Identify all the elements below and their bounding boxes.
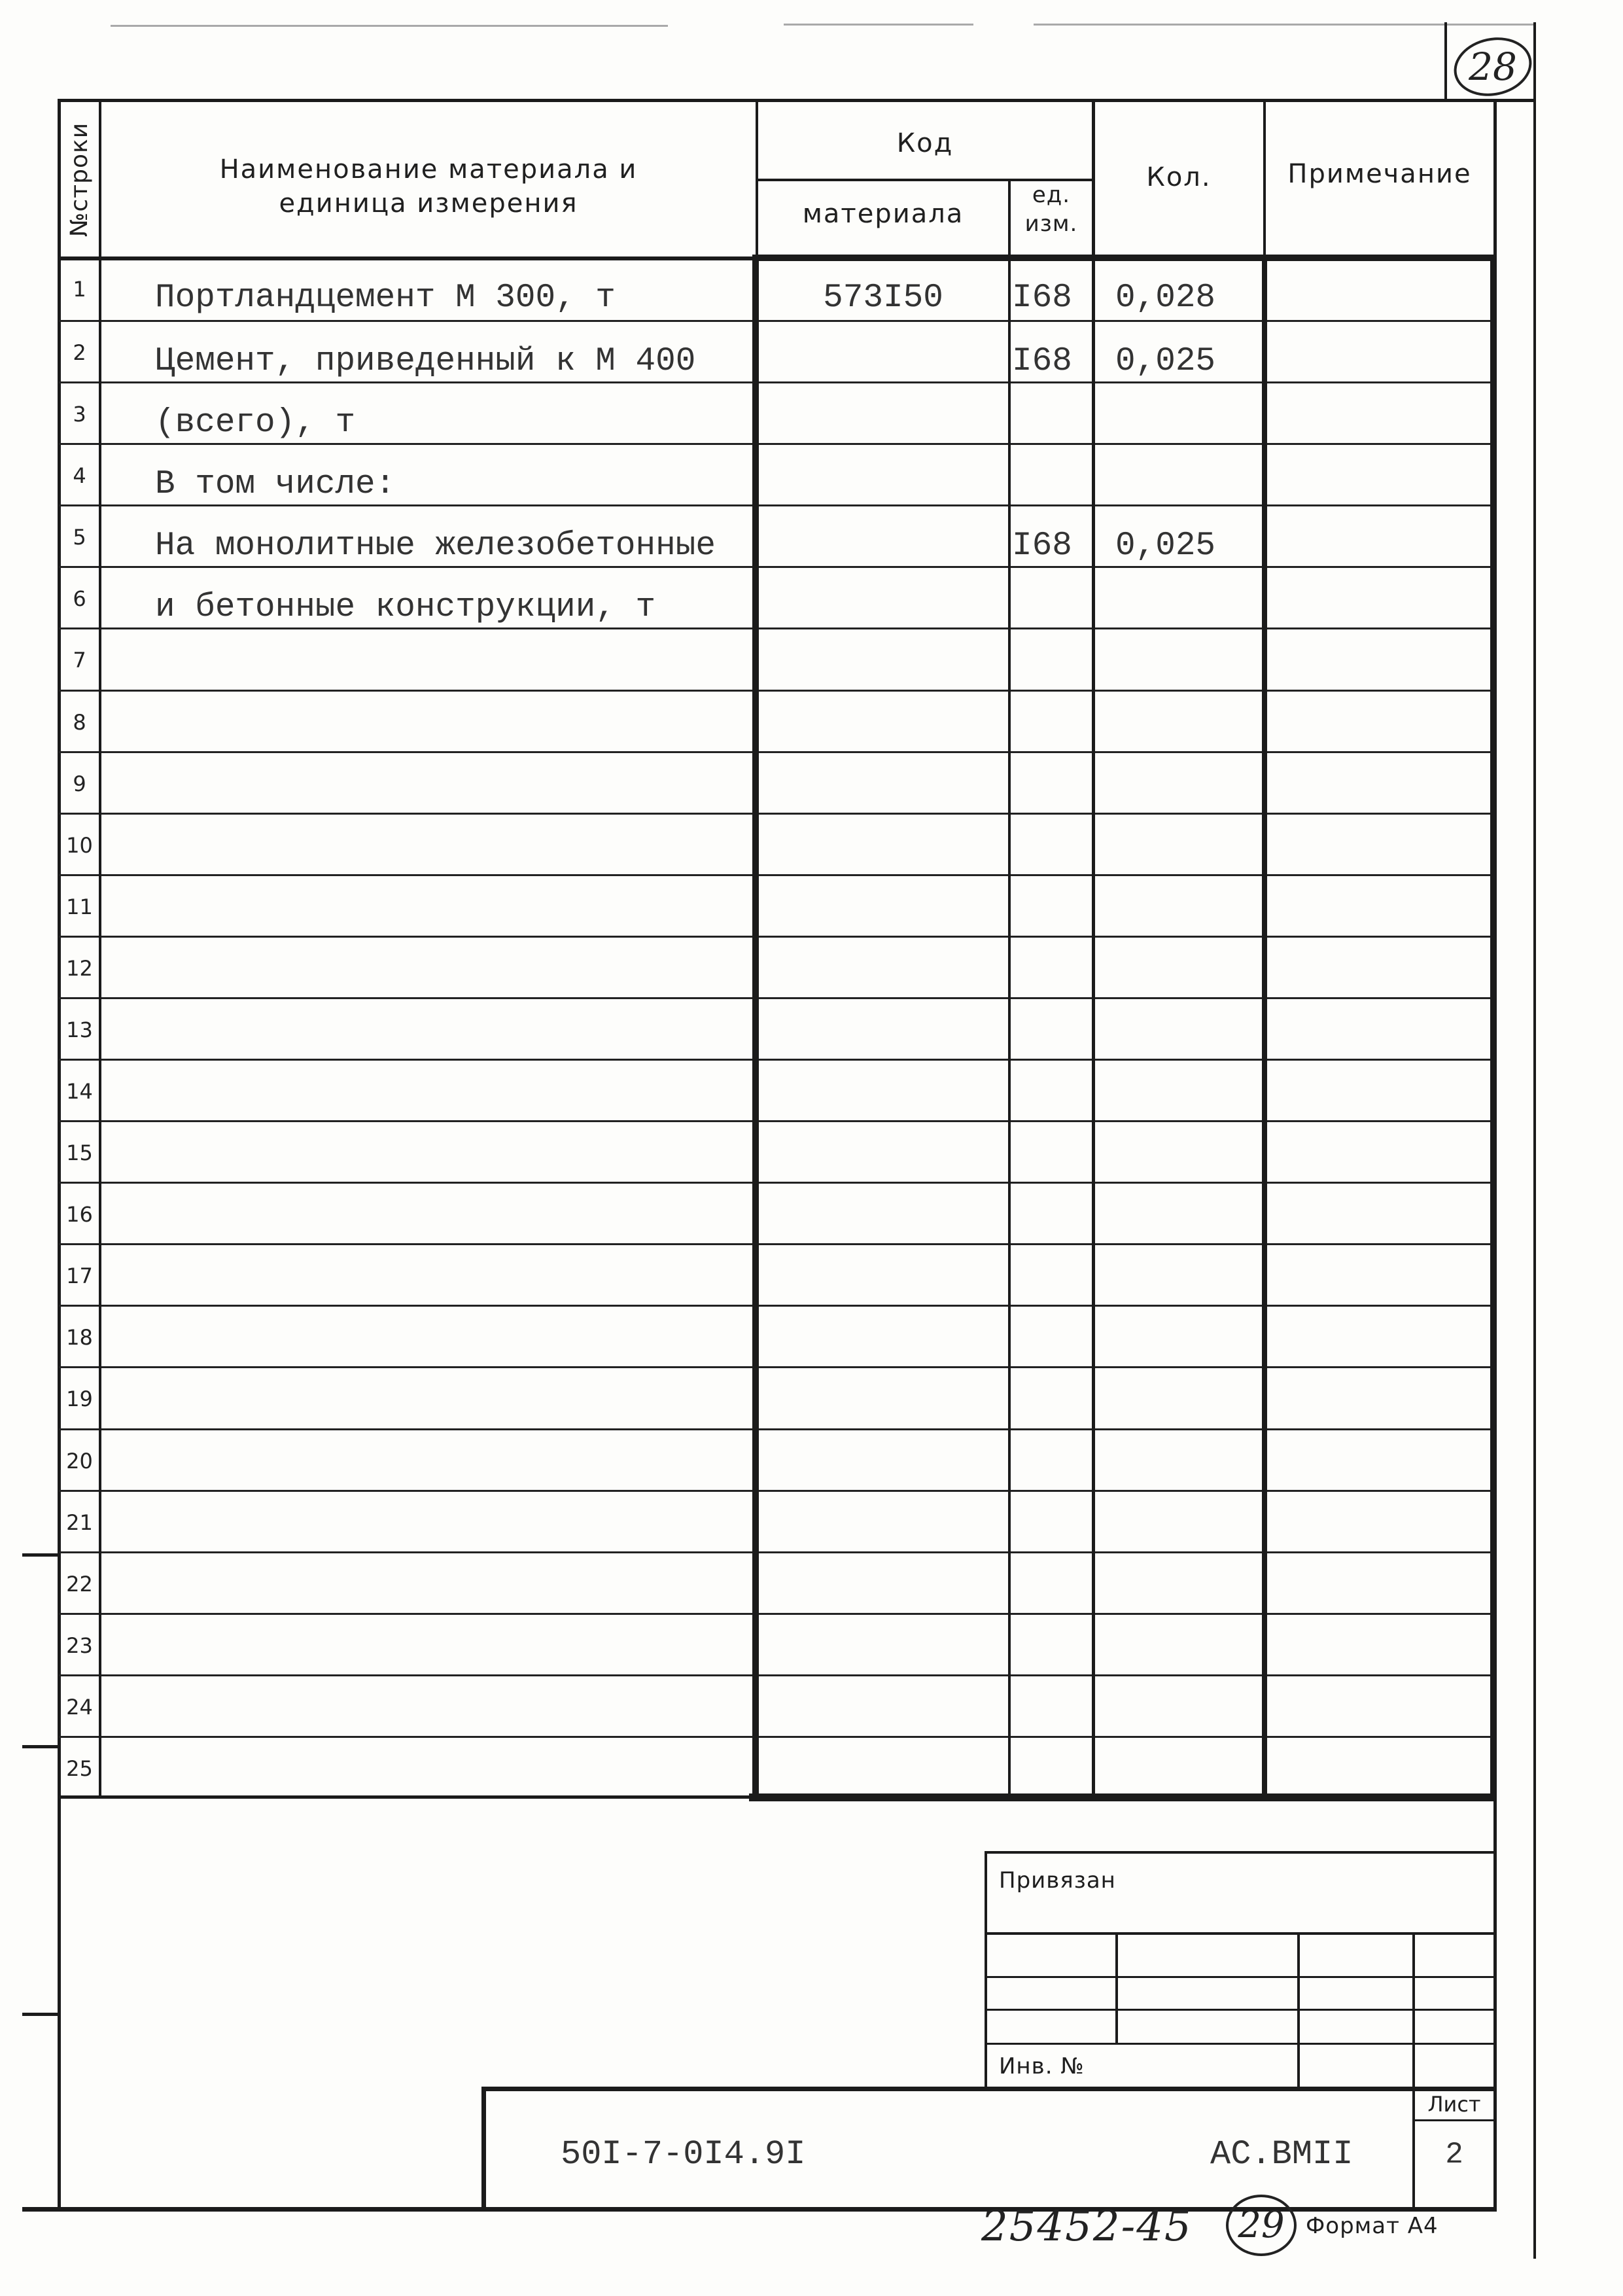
table-row: [59, 443, 1495, 504]
row-number-cell: 19: [66, 1386, 93, 1412]
quantity-header: Кол.: [1146, 162, 1212, 192]
table-row: [59, 936, 1495, 997]
circled-number: 29: [1238, 2204, 1285, 2246]
right-border-thick: [1490, 256, 1497, 1801]
table-row: [59, 1736, 1495, 1797]
material-name-cell: В том числе:: [155, 466, 396, 504]
header-bottom-line-thick: [752, 255, 1497, 261]
material-name-cell: и бетонные конструкции, т: [155, 589, 656, 627]
table-row: [59, 813, 1495, 874]
unit-code-cell: I68: [1012, 527, 1072, 565]
stamp-row-line: [986, 2043, 1495, 2045]
row-number-header-label: №строки: [66, 122, 94, 237]
table-row: [59, 381, 1495, 443]
quantity-cell: 0,025: [1115, 527, 1216, 565]
row-number-cell: 11: [66, 894, 93, 919]
table-row: [59, 1182, 1495, 1243]
binding-tick: [22, 2013, 59, 2016]
sheet-number: 2: [1445, 2138, 1463, 2172]
column-line-quantity: [1092, 100, 1095, 1799]
row-number-cell: 22: [66, 1571, 93, 1597]
stamp-row-line: [986, 2009, 1495, 2011]
inventory-number-label: Инв. №: [999, 2053, 1085, 2079]
row-number-cell: 15: [66, 1140, 93, 1166]
row-number-cell: 12: [66, 955, 93, 981]
material-code-header: материала: [802, 199, 964, 229]
row-number-cell: 8: [73, 709, 86, 735]
table-row: [59, 690, 1495, 751]
material-name-cell: [155, 1747, 809, 1809]
table-bottom-line: [59, 1795, 756, 1799]
table-row: [59, 1490, 1495, 1551]
unit-code-cell: I68: [1012, 343, 1072, 381]
row-number-cell: 6: [73, 586, 86, 612]
table-row: [59, 1059, 1495, 1120]
row-number-cell: 7: [73, 648, 86, 673]
quantity-cell: 0,028: [1115, 279, 1216, 317]
sheet-cell-divider: [1414, 2119, 1495, 2121]
table-row: [59, 1613, 1495, 1674]
material-name-header-line2: единица измерения: [279, 188, 578, 219]
sheet-label: Лист: [1427, 2092, 1481, 2117]
code-header-divider: [757, 179, 1093, 181]
table-row: [59, 874, 1495, 936]
row-number-cell: 13: [66, 1017, 93, 1042]
note-header: Примечание: [1287, 159, 1472, 189]
stamp-tied-top: [985, 1851, 1495, 1854]
row-number-cell: 14: [66, 1079, 93, 1104]
unit-code-cell: I68: [1012, 279, 1072, 317]
table-row: [59, 1366, 1495, 1428]
row-number-cell: 17: [66, 1263, 93, 1289]
row-number-cell: 2: [73, 340, 86, 366]
material-name-cell: На монолитные железобетонные: [155, 527, 716, 565]
quantity-cell: 0,025: [1115, 343, 1216, 381]
stamp-row-line: [986, 1976, 1495, 1978]
row-number-cell: 20: [66, 1448, 93, 1474]
row-number-cell: 4: [73, 463, 86, 489]
outer-right-border: [1533, 22, 1536, 2259]
material-name-header-line1: Наименование материала и: [219, 154, 638, 185]
table-bottom-line-thick: [749, 1793, 1497, 1801]
tied-label: Привязан: [999, 1867, 1116, 1894]
format-label: Формат А4: [1306, 2213, 1439, 2239]
document-code: 50I-7-0I4.9I: [561, 2135, 806, 2174]
stamp-column-line: [1115, 1934, 1118, 2044]
handwritten-number: 25452-45: [981, 2202, 1193, 2251]
row-number-cell: 18: [66, 1325, 93, 1351]
page-number: 28: [1469, 44, 1517, 89]
top-rule-left: [111, 25, 668, 27]
top-rule-middle: [784, 24, 973, 26]
column-line-note: [1263, 100, 1266, 260]
material-code-cell: 573I50: [823, 279, 943, 317]
table-row: [59, 320, 1495, 381]
frame-top-border: [58, 99, 1536, 102]
title-block-top: [481, 2087, 1495, 2091]
row-number-cell: 5: [73, 525, 86, 550]
material-name-cell: (всего), т: [155, 404, 356, 442]
page-number-box-left: [1444, 22, 1447, 101]
row-number-cell: 25: [66, 1756, 93, 1781]
table-row: [59, 566, 1495, 627]
material-name-header: [100, 152, 757, 221]
code-header: Код: [896, 128, 954, 158]
row-number-cell: 23: [66, 1633, 93, 1658]
table-row: [59, 997, 1495, 1059]
table-row: [59, 1120, 1495, 1182]
table-row: [59, 1243, 1495, 1305]
unit-header-line2: изм.: [1024, 211, 1078, 237]
table-row: [59, 1674, 1495, 1736]
column-line-name-thick: [752, 256, 759, 1801]
stamp-column-line: [1297, 1934, 1300, 2089]
unit-header: [1009, 181, 1093, 238]
row-number-header: [59, 100, 100, 258]
row-number-cell: 3: [73, 402, 86, 427]
table-row: [59, 258, 1495, 320]
binding-tick: [22, 1553, 59, 1557]
title-block-left: [481, 2087, 486, 2209]
column-line-unit: [1008, 180, 1011, 1799]
top-rule-right: [1034, 24, 1535, 26]
table-row: [59, 1428, 1495, 1490]
table-row: [59, 627, 1495, 689]
table-row: [59, 504, 1495, 566]
row-number-cell: 21: [66, 1510, 93, 1535]
column-line-row-number: [99, 100, 101, 1799]
table-row: [59, 1305, 1495, 1366]
stamp-tied-bottom: [985, 1932, 1495, 1935]
row-number-cell: 24: [66, 1694, 93, 1720]
row-number-cell: 16: [66, 1202, 93, 1227]
unit-header-line1: ед.: [1032, 182, 1071, 208]
row-number-cell: 10: [66, 832, 93, 858]
row-number-cell: 1: [73, 277, 86, 302]
document-mark: АС.ВМII: [1210, 2135, 1353, 2174]
binding-tick: [22, 1745, 59, 1748]
row-number-cell: 9: [73, 771, 86, 796]
material-name-cell: Портландцемент М 300, т: [155, 279, 616, 317]
table-row: [59, 751, 1495, 813]
table-row: [59, 1551, 1495, 1613]
material-name-cell: Цемент, приведенный к М 400: [155, 343, 696, 381]
stamp-left: [985, 1851, 987, 2089]
column-line-note-thick: [1262, 256, 1267, 1801]
